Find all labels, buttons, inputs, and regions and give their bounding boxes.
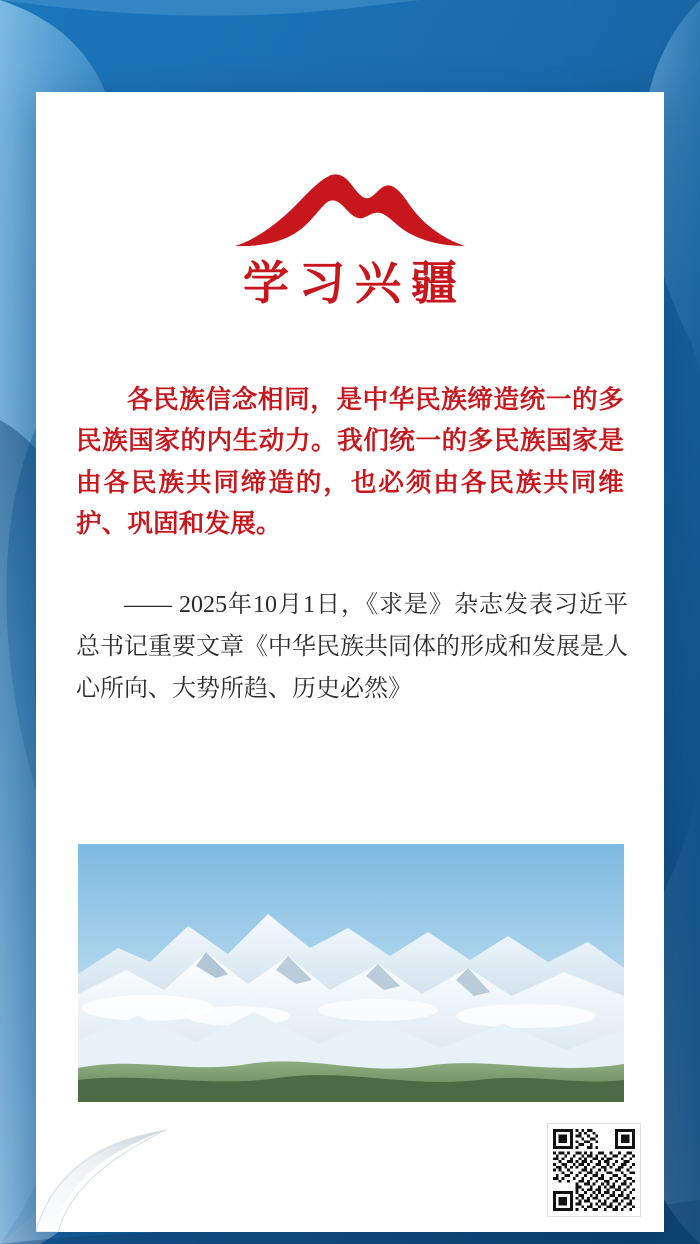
attribution-text: —— 2025年10月1日，《求是》杂志发表习近平总书记重要文章《中华民族共同体的形成和发展是人心所向、大势所趋、历史必然》 xyxy=(76,592,628,702)
brand-logo xyxy=(36,154,664,311)
photo-snow-mountain xyxy=(78,844,624,1102)
page-curl-decoration xyxy=(36,1112,176,1232)
qr-code-graphic xyxy=(553,1129,635,1211)
content-card xyxy=(36,92,664,1232)
qr-code-icon[interactable] xyxy=(548,1124,640,1216)
snow-mountain-photo xyxy=(78,844,624,1102)
quote-text: 各民族信念相同，是中华民族缔造统一的多民族国家的内生动力。我们统一的多民族国家是由各民族共同缔造的，也必须由各民族共同维护、巩固和发展。 xyxy=(76,385,624,539)
brand-title: 学习兴疆 xyxy=(243,256,467,310)
red-mountain-icon xyxy=(225,154,475,254)
